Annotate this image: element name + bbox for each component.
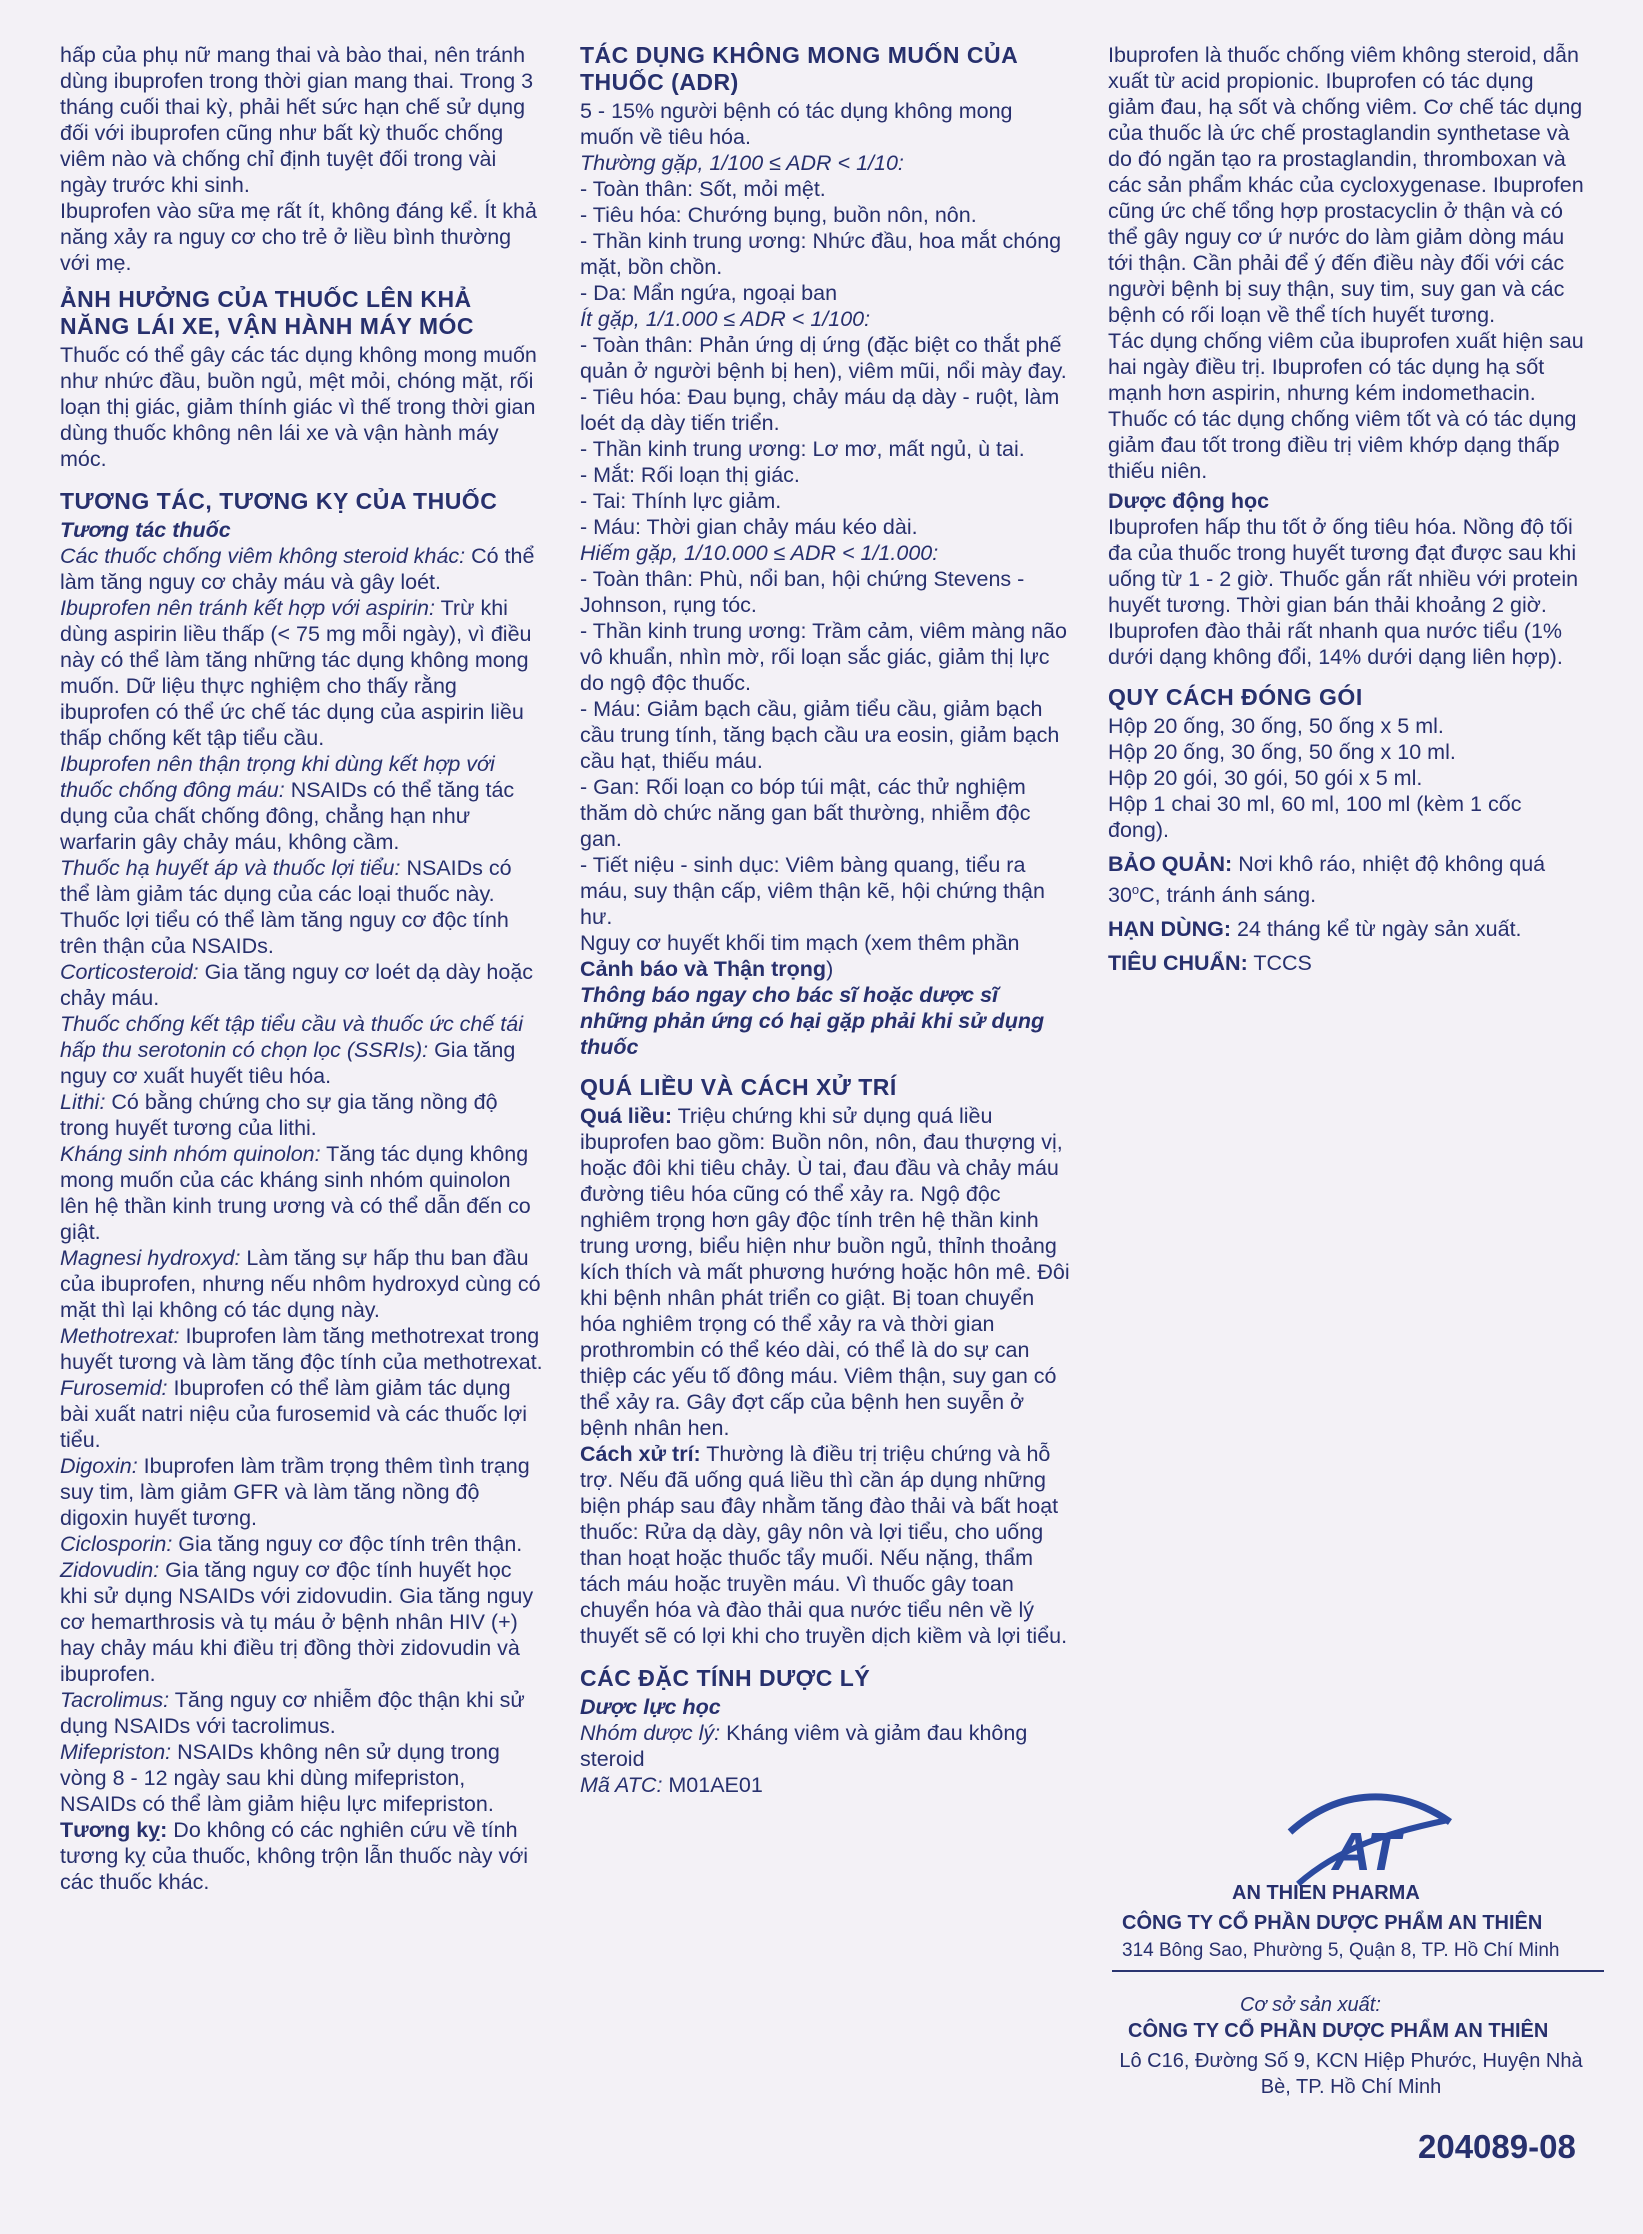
adr-item: - Thần kinh trung ương: Trầm cảm, viêm màng não vô khuẩn, nhìn mờ, rối loạn sắc giác, giảm thị lực do ngộ độc thuốc. [580,619,1067,695]
incompatibility-item: Tương kỵ: Do không có các nghiên cứu về tính tương kỵ của thuốc, không trộn lẫn thuốc này với các thuốc khác. [60,1818,529,1894]
interaction-item: Lithi: Có bằng chứng cho sự gia tăng nồng độ trong huyết tương của lithi. [60,1090,498,1140]
overdose-heading: QUÁ LIỀU VÀ CÁCH XỬ TRÍ [580,1074,897,1100]
standard-line: TIÊU CHUẨN: TCCS [1108,951,1312,976]
adr-rare-label: Hiếm gặp, 1/10.000 ≤ ADR < 1/1.000: [580,541,939,565]
column-1 [60,42,544,1895]
overdose-paragraph: Quá liều: Triệu chứng khi sử dụng quá liều ibuprofen bao gồm: Buồn nôn, nôn, đau thượng vị, hoặc đôi khi tiêu chảy. Ù tai, đau đầu và chảy máu đường tiêu hóa cũng có thể xảy ra. Ngộ độc nghiêm trọng hơn gây độc tính trên hệ thần kinh trung ương, biểu hiện như buồn ngủ, thỉnh thoảng kích thích và mất phương hướng hoặc hôn mê. Đôi khi bệnh nhân phát triển co giật. Bị toan chuyển hóa nghiêm trọng có thể xảy ra và thời gian prothrombin có thể kéo dài, có thể là do sự can thiệp các yếu tố đông máu. Viêm thận, suy gan có thể xảy ra. Gây đợt cấp của bệnh hen suyễn ở bệnh nhân hen. [580,1104,1070,1440]
pharmacokinetics-paragraph: Ibuprofen hấp thu tốt ở ống tiêu hóa. Nồng độ tối đa của thuốc trong huyết tương đạt được sau khi uống từ 1 - 2 giờ. Thuốc gắn rất nhiều với protein huyết tương. Thời gian bán thải khoảng 2 giờ. Ibuprofen đào thải rất nhanh qua nước tiểu (1% dưới dạng không đổi, 14% dưới dạng liên hợp). [1108,515,1579,669]
packaging-item: Hộp 20 ống, 30 ống, 50 ống x 5 ml. [1108,714,1444,738]
leaflet-code: 204089-08 [1418,2128,1576,2165]
packaging-item: Hộp 20 ống, 30 ống, 50 ống x 10 ml. [1108,740,1456,764]
interaction-item: Kháng sinh nhóm quinolon: Tăng tác dụng không mong muốn của các kháng sinh nhóm quinolon lên hệ thần kinh trung ương và có thể dẫn đến co giật. [60,1142,531,1244]
packaging-item: Hộp 20 gói, 30 gói, 50 gói x 5 ml. [1108,766,1423,790]
driving-heading: ẢNH HƯỞNG CỦA THUỐC LÊN KHẢ NĂNG LÁI XE, VẬN HÀNH MÁY MÓC [60,286,475,339]
adr-item: - Thần kinh trung ương: Lơ mơ, mất ngủ, ù tai. [580,437,1025,461]
interaction-item: Methotrexat: Ibuprofen làm tăng methotrexat trong huyết tương và làm tăng độc tính của methotrexat. [60,1324,543,1374]
adr-cardio-risk: Nguy cơ huyết khối tim mạch (xem thêm phần Cảnh báo và Thận trọng) [580,931,1020,981]
packaging-heading: QUY CÁCH ĐÓNG GÓI [1108,684,1363,710]
storage-line: BẢO QUẢN: Nơi khô ráo, nhiệt độ không quá 30$^o$C, tránh ánh sáng. [1108,852,1546,908]
adr-uncommon-label: Ít gặp, 1/1.000 ≤ ADR < 1/100: [580,307,871,331]
pharmacology-group: Nhóm dược lý: Kháng viêm và giảm đau không steroid [580,1721,1028,1771]
adr-item: - Tiết niệu - sinh dục: Viêm bàng quang, tiểu ra máu, suy thận cấp, viêm thận kẽ, hội chứng thận hư. [580,853,1045,929]
an-thien-logo [1280,1792,1460,1892]
adr-notice: Thông báo ngay cho bác sĩ hoặc dược sĩ những phản ứng có hại gặp phải khi sử dụng thuốc [580,983,1045,1059]
adr-common-label: Thường gặp, 1/100 ≤ ADR < 1/10: [580,151,904,175]
manufacturer-name: CÔNG TY CỔ PHẦN DƯỢC PHẨM AN THIÊN [1128,2020,1549,2042]
adr-heading: TÁC DỤNG KHÔNG MONG MUỐN CỦA THUỐC (ADR) [580,42,1018,95]
adr-item: - Da: Mẩn ngứa, ngoại ban [580,281,838,305]
adr-intro: 5 - 15% người bệnh có tác dụng không mong muốn về tiêu hóa. [580,99,1013,149]
adr-item: - Mắt: Rối loạn thị giác. [580,463,800,487]
expiry-line: HẠN DÙNG: 24 tháng kể từ ngày sản xuất. [1108,917,1522,942]
company-address: 314 Bông Sao, Phường 5, Quận 8, TP. Hồ Chí Minh [1122,1940,1560,1961]
interaction-item: Ciclosporin: Gia tăng nguy cơ độc tính trên thận. [60,1532,523,1556]
column-3 [1108,42,1586,976]
interaction-item: Zidovudin: Gia tăng nguy cơ độc tính huyết học khi sử dụng NSAIDs với zidovudin. Gia tăng nguy cơ hemarthrosis và tụ máu ở bệnh nhân HIV (+) hay chảy máu khi điều trị đồng thời zidovudin và ibuprofen. [60,1558,534,1686]
adr-item: - Toàn thân: Sốt, mỏi mệt. [580,177,826,201]
adr-item: - Tiêu hóa: Đau bụng, chảy máu dạ dày - ruột, làm loét dạ dày tiến triển. [580,385,1060,435]
interaction-item: Các thuốc chống viêm không steroid khác: Có thể làm tăng nguy cơ chảy máu và gây loét. [60,544,535,594]
adr-item: - Máu: Giảm bạch cầu, giảm tiểu cầu, giảm bạch cầu trung tính, tăng bạch cầu ưa eosin, giảm bạch cầu hạt, thiếu máu. [580,697,1060,773]
interaction-item: Furosemid: Ibuprofen có thể làm giảm tác dụng bài xuất natri niệu của furosemid và các thuốc lợi tiểu. [60,1376,528,1452]
interaction-item: Thuốc hạ huyết áp và thuốc lợi tiểu: NSAIDs có thể làm giảm tác dụng của các loại thuốc này. Thuốc lợi tiểu có thể làm tăng nguy cơ độc tính trên thận của NSAIDs. [60,856,512,958]
treatment-paragraph: Cách xử trí: Thường là điều trị triệu chứng và hỗ trợ. Nếu đã uống quá liều thì cần áp dụng những biện pháp sau đây nhằm tăng đào thải và bất hoạt thuốc: Rửa dạ dày, gây nôn và lợi tiểu, cho uống than hoạt hoặc thuốc tẩy muối. Nếu nặng, thẩm tách máu hoặc truyền máu. Vì thuốc gây toan chuyển hóa và đào thải qua nước tiểu nên về lý thuyết sẽ có lợi khi cho truyền dịch kiềm và lợi tiểu. [580,1442,1068,1648]
interaction-item: Tacrolimus: Tăng nguy cơ nhiễm độc thận khi sử dụng NSAIDs với tacrolimus. [60,1688,525,1738]
brand-name: AN THIEN PHARMA [1232,1882,1420,1904]
adr-item: - Thần kinh trung ương: Nhức đầu, hoa mắt chóng mặt, bồn chồn. [580,229,1062,279]
interaction-item: Ibuprofen nên thận trọng khi dùng kết hợp với thuốc chống đông máu: NSAIDs có thể tăng tác dụng của chất chống đông, chẳng hạn như warfarin gây chảy máu, không cầm. [60,752,515,854]
manufacturer-address: Lô C16, Đường Số 9, KCN Hiệp Phước, Huyện Nhà Bè, TP. Hồ Chí Minh [1119,2050,1583,2098]
packaging-item: Hộp 1 chai 30 ml, 60 ml, 100 ml (kèm 1 cốc đong). [1108,792,1522,842]
adr-item: - Tiêu hóa: Chướng bụng, buồn nôn, nôn. [580,203,977,227]
adr-item: - Máu: Thời gian chảy máu kéo dài. [580,515,918,539]
interaction-item: Ibuprofen nên tránh kết hợp với aspirin: Trừ khi dùng aspirin liều thấp (< 75 mg mỗi ngày), vì điều này có thể làm tăng những tác dụng không mong muốn. Dữ liệu thực nghiệm cho thấy rằng ibuprofen có thể ức chế tác dụng của aspirin liều thấp chống kết tập tiểu cầu. [60,596,532,750]
adr-item: - Gan: Rối loạn co bóp túi mật, các thử nghiệm thăm dò chức năng gan bất thường, nhiễm độc gan. [580,775,1031,851]
manufacturer-label: Cơ sở sản xuất: [1240,1994,1381,2016]
column-2 [580,42,1070,1798]
adr-item: - Toàn thân: Phản ứng dị ứng (đặc biệt co thắt phế quản ở người bệnh bị hen), viêm mũi, nổi mày đay. [580,333,1067,383]
pharmacokinetics-subheading: Dược động học [1108,489,1270,513]
interaction-item: Digoxin: Ibuprofen làm trầm trọng thêm tình trạng suy tim, làm giảm GFR và làm tăng nồng độ digoxin huyết tương. [60,1454,530,1530]
interaction-item: Magnesi hydroxyd: Làm tăng sự hấp thu ban đầu của ibuprofen, nhưng nếu nhôm hydroxyd cùng có mặt thì lại không có tác dụng này. [60,1246,541,1322]
interactions-subheading: Tương tác thuốc [60,518,231,542]
driving-paragraph: Thuốc có thể gây các tác dụng không mong muốn như nhức đầu, buồn ngủ, mệt mỏi, chóng mặt, rối loạn thị giác, giảm thính giác vì thế trong thời gian dùng thuốc không nên lái xe và vận hành máy móc. [60,343,537,471]
interaction-item: Thuốc chống kết tập tiểu cầu và thuốc ức chế tái hấp thu serotonin có chọn lọc (SSRIs): Gia tăng nguy cơ xuất huyết tiêu hóa. [60,1012,524,1088]
divider [1112,1970,1604,1972]
interaction-item: Mifepriston: NSAIDs không nên sử dụng trong vòng 8 - 12 ngày sau khi dùng mifepriston, NSAIDs có thể làm giảm hiệu lực mifepriston. [60,1740,500,1816]
adr-item: - Tai: Thính lực giảm. [580,489,782,513]
logo-letters: AT [1332,1822,1400,1882]
logo-mark-icon [1280,1792,1460,1892]
mechanism-paragraph: Ibuprofen là thuốc chống viêm không steroid, dẫn xuất từ acid propionic. Ibuprofen có tác dụng giảm đau, hạ sốt và chống viêm. Cơ chế tác dụng của thuốc là ức chế prostaglandin synthetase và do đó ngăn tạo ra prostaglandin, thromboxan và các sản phẩm khác của cycloxygenase. Ibuprofen cũng ức chế tổng hợp prostacyclin ở thận và có thể gây nguy cơ ứ nước do làm giảm dòng máu tới thận. Cần phải để ý đến điều này đối với các người bệnh bị suy thận, suy tim, suy gan và các bệnh có rối loạn về thể tích huyết tương. [1108,43,1584,327]
atc-code: Mã ATC: M01AE01 [580,1773,763,1797]
interactions-heading: TƯƠNG TÁC, TƯƠNG KỴ CỦA THUỐC [60,488,498,514]
company-name: CÔNG TY CỔ PHẦN DƯỢC PHẨM AN THIÊN [1122,1912,1543,1934]
anti-inflammatory-paragraph: Tác dụng chống viêm của ibuprofen xuất hiện sau hai ngày điều trị. Ibuprofen có tác dụng hạ sốt mạnh hơn aspirin, nhưng kém indomethacin. Thuốc có tác dụng chống viêm tốt và có tác dụng giảm đau tốt trong điều trị viêm khớp dạng thấp thiếu niên. [1108,329,1584,483]
interaction-item: Corticosteroid: Gia tăng nguy cơ loét dạ dày hoặc chảy máu. [60,960,534,1010]
pharmacology-heading: CÁC ĐẶC TÍNH DƯỢC LÝ [580,1665,871,1691]
lactation-paragraph: Ibuprofen vào sữa mẹ rất ít, không đáng kể. Ít khả năng xảy ra nguy cơ cho trẻ ở liều bình thường với mẹ. [60,199,537,275]
adr-item: - Toàn thân: Phù, nổi ban, hội chứng Stevens - Johnson, rụng tóc. [580,567,1025,617]
pharmacodynamics-subheading: Dược lực học [580,1695,721,1719]
pregnancy-paragraph: hấp của phụ nữ mang thai và bào thai, nên tránh dùng ibuprofen trong thời gian mang thai. Trong 3 tháng cuối thai kỳ, phải hết sức hạn chế sử dụng đối với ibuprofen cũng như bất kỳ thuốc chống viêm nào và chống chỉ định tuyệt đối trong vài ngày trước khi sinh. [60,43,534,197]
